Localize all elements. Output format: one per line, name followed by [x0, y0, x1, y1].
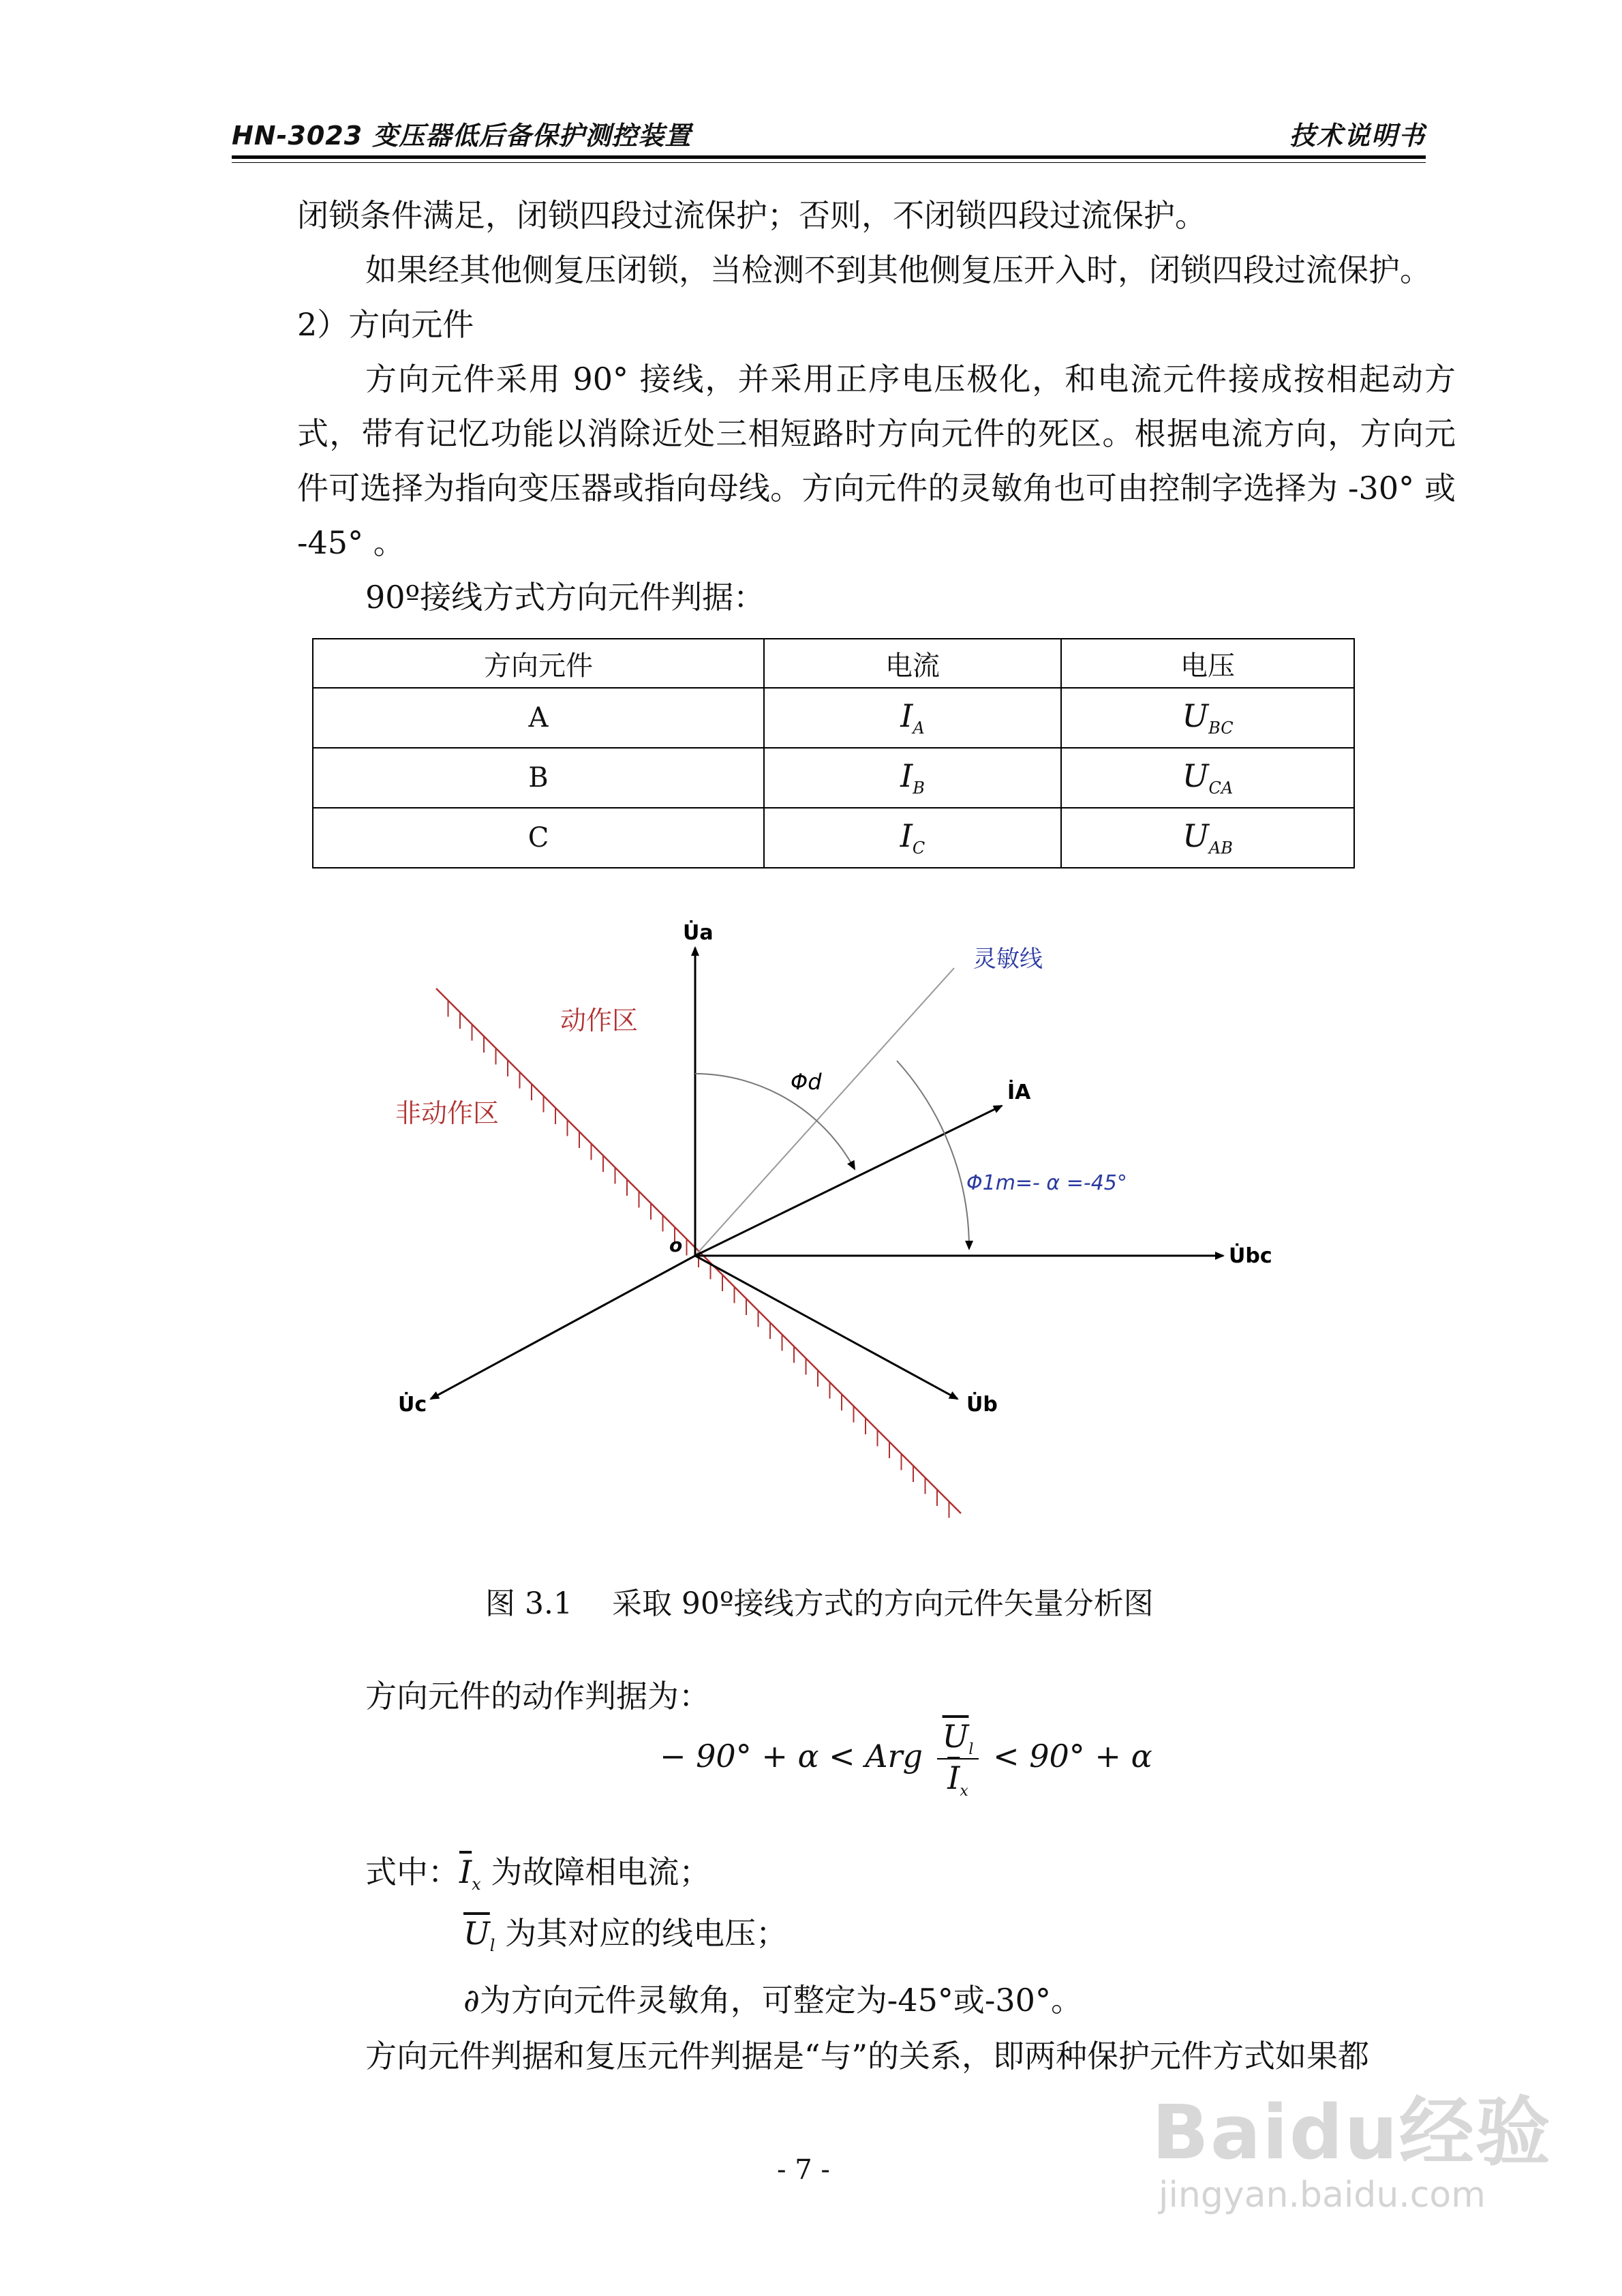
- criteria-formula: [660, 1718, 1152, 1800]
- uc-vector: [431, 1256, 695, 1399]
- cell-element: A: [313, 688, 764, 748]
- sensitive-line: [695, 968, 954, 1256]
- last-paragraph: 方向元件判据和复压元件判据是“与”的关系，即两种保护元件方式如果都: [365, 2038, 1370, 2074]
- paragraph-4: 方向元件采用 90° 接线，并采用正序电压极化，和电流元件接成按相起动方式，带有记忆功能以消除近处三相短路时方向元件的死区。根据电流方向，方向元件可选择为指向变压器或指向母线。方向元件的灵敏角也可由控制字选择为 -30° 或 -45° 。: [297, 361, 1456, 561]
- action-zone-label: 动作区: [560, 1006, 639, 1036]
- cell-voltage: $U_{CA}$: [1061, 748, 1354, 808]
- origin-label: o: [669, 1234, 683, 1256]
- phi-d-label: Φd: [791, 1069, 822, 1095]
- cell-element: B: [313, 748, 764, 808]
- non-action-zone-label: 非动作区: [395, 1098, 500, 1128]
- phi-lm-label: Φ1m=- α =-45°: [966, 1171, 1127, 1195]
- cell-current: $I_A$: [764, 688, 1061, 748]
- formula-fraction: $\frac{\overline{U}_l}{\overline{I}_x}$: [937, 1718, 979, 1800]
- cell-voltage: $U_{BC}$: [1061, 688, 1354, 748]
- paragraph-1: 闭锁条件满足，闭锁四段过流保护；否则，不闭锁四段过流保护。: [297, 197, 1206, 234]
- header-title: HN-3023 变压器低后备保护测控装置: [232, 121, 692, 151]
- cell-current: $I_C$: [764, 808, 1061, 868]
- boundary-hatches: [448, 1001, 949, 1518]
- paragraph-2: 如果经其他侧复压闭锁，当检测不到其他侧复压开入时，闭锁四段过流保护。: [365, 252, 1431, 288]
- ia-label: İA: [1007, 1081, 1031, 1104]
- formula-right: < 90° + α: [993, 1738, 1152, 1775]
- cell-current: $I_B$: [764, 748, 1061, 808]
- ubc-label: U̇bc: [1229, 1244, 1272, 1268]
- table-header: 电压: [1061, 639, 1354, 688]
- criteria-intro: 方向元件的动作判据为：: [365, 1678, 710, 1715]
- ub-label: U̇b: [966, 1393, 998, 1417]
- baidu-watermark-url: jingyan.baidu.com: [1159, 2175, 1486, 2216]
- table-header: 方向元件: [313, 639, 764, 688]
- cell-element: C: [313, 808, 764, 868]
- ua-label: U̇a: [683, 921, 714, 945]
- header-doc-type: 技术说明书: [1289, 121, 1426, 151]
- figure-caption: 图 3.1 采取 90º接线方式的方向元件矢量分析图: [485, 1586, 1154, 1621]
- baidu-watermark-logo: Baidu经验: [1152, 2089, 1552, 2176]
- table-header: 电流: [764, 639, 1061, 688]
- formula-left: − 90° + α < Arg: [660, 1738, 923, 1775]
- phi-lm-arc: [897, 1061, 969, 1249]
- page-number: - 7 -: [777, 2154, 830, 2186]
- sensitive-line-label: 灵敏线: [973, 946, 1043, 973]
- cell-voltage: $U_{AB}$: [1061, 808, 1354, 868]
- section-heading: 2）方向元件: [297, 306, 474, 343]
- definition-2: $\overline{U}_l$ 为其对应的线电压；: [463, 1915, 788, 1956]
- definition-3: ∂为方向元件灵敏角，可整定为-45°或-30°。: [463, 1982, 1082, 2019]
- definition-1: 式中：$\overline{I}_x$ 为故障相电流；: [365, 1854, 711, 1894]
- uc-label: U̇c: [398, 1393, 427, 1417]
- ub-vector: [695, 1256, 958, 1399]
- paragraph-5: 90º接线方式方向元件判据：: [365, 579, 765, 616]
- phi-d-arc: [695, 1074, 855, 1169]
- ia-vector: [695, 1106, 1002, 1256]
